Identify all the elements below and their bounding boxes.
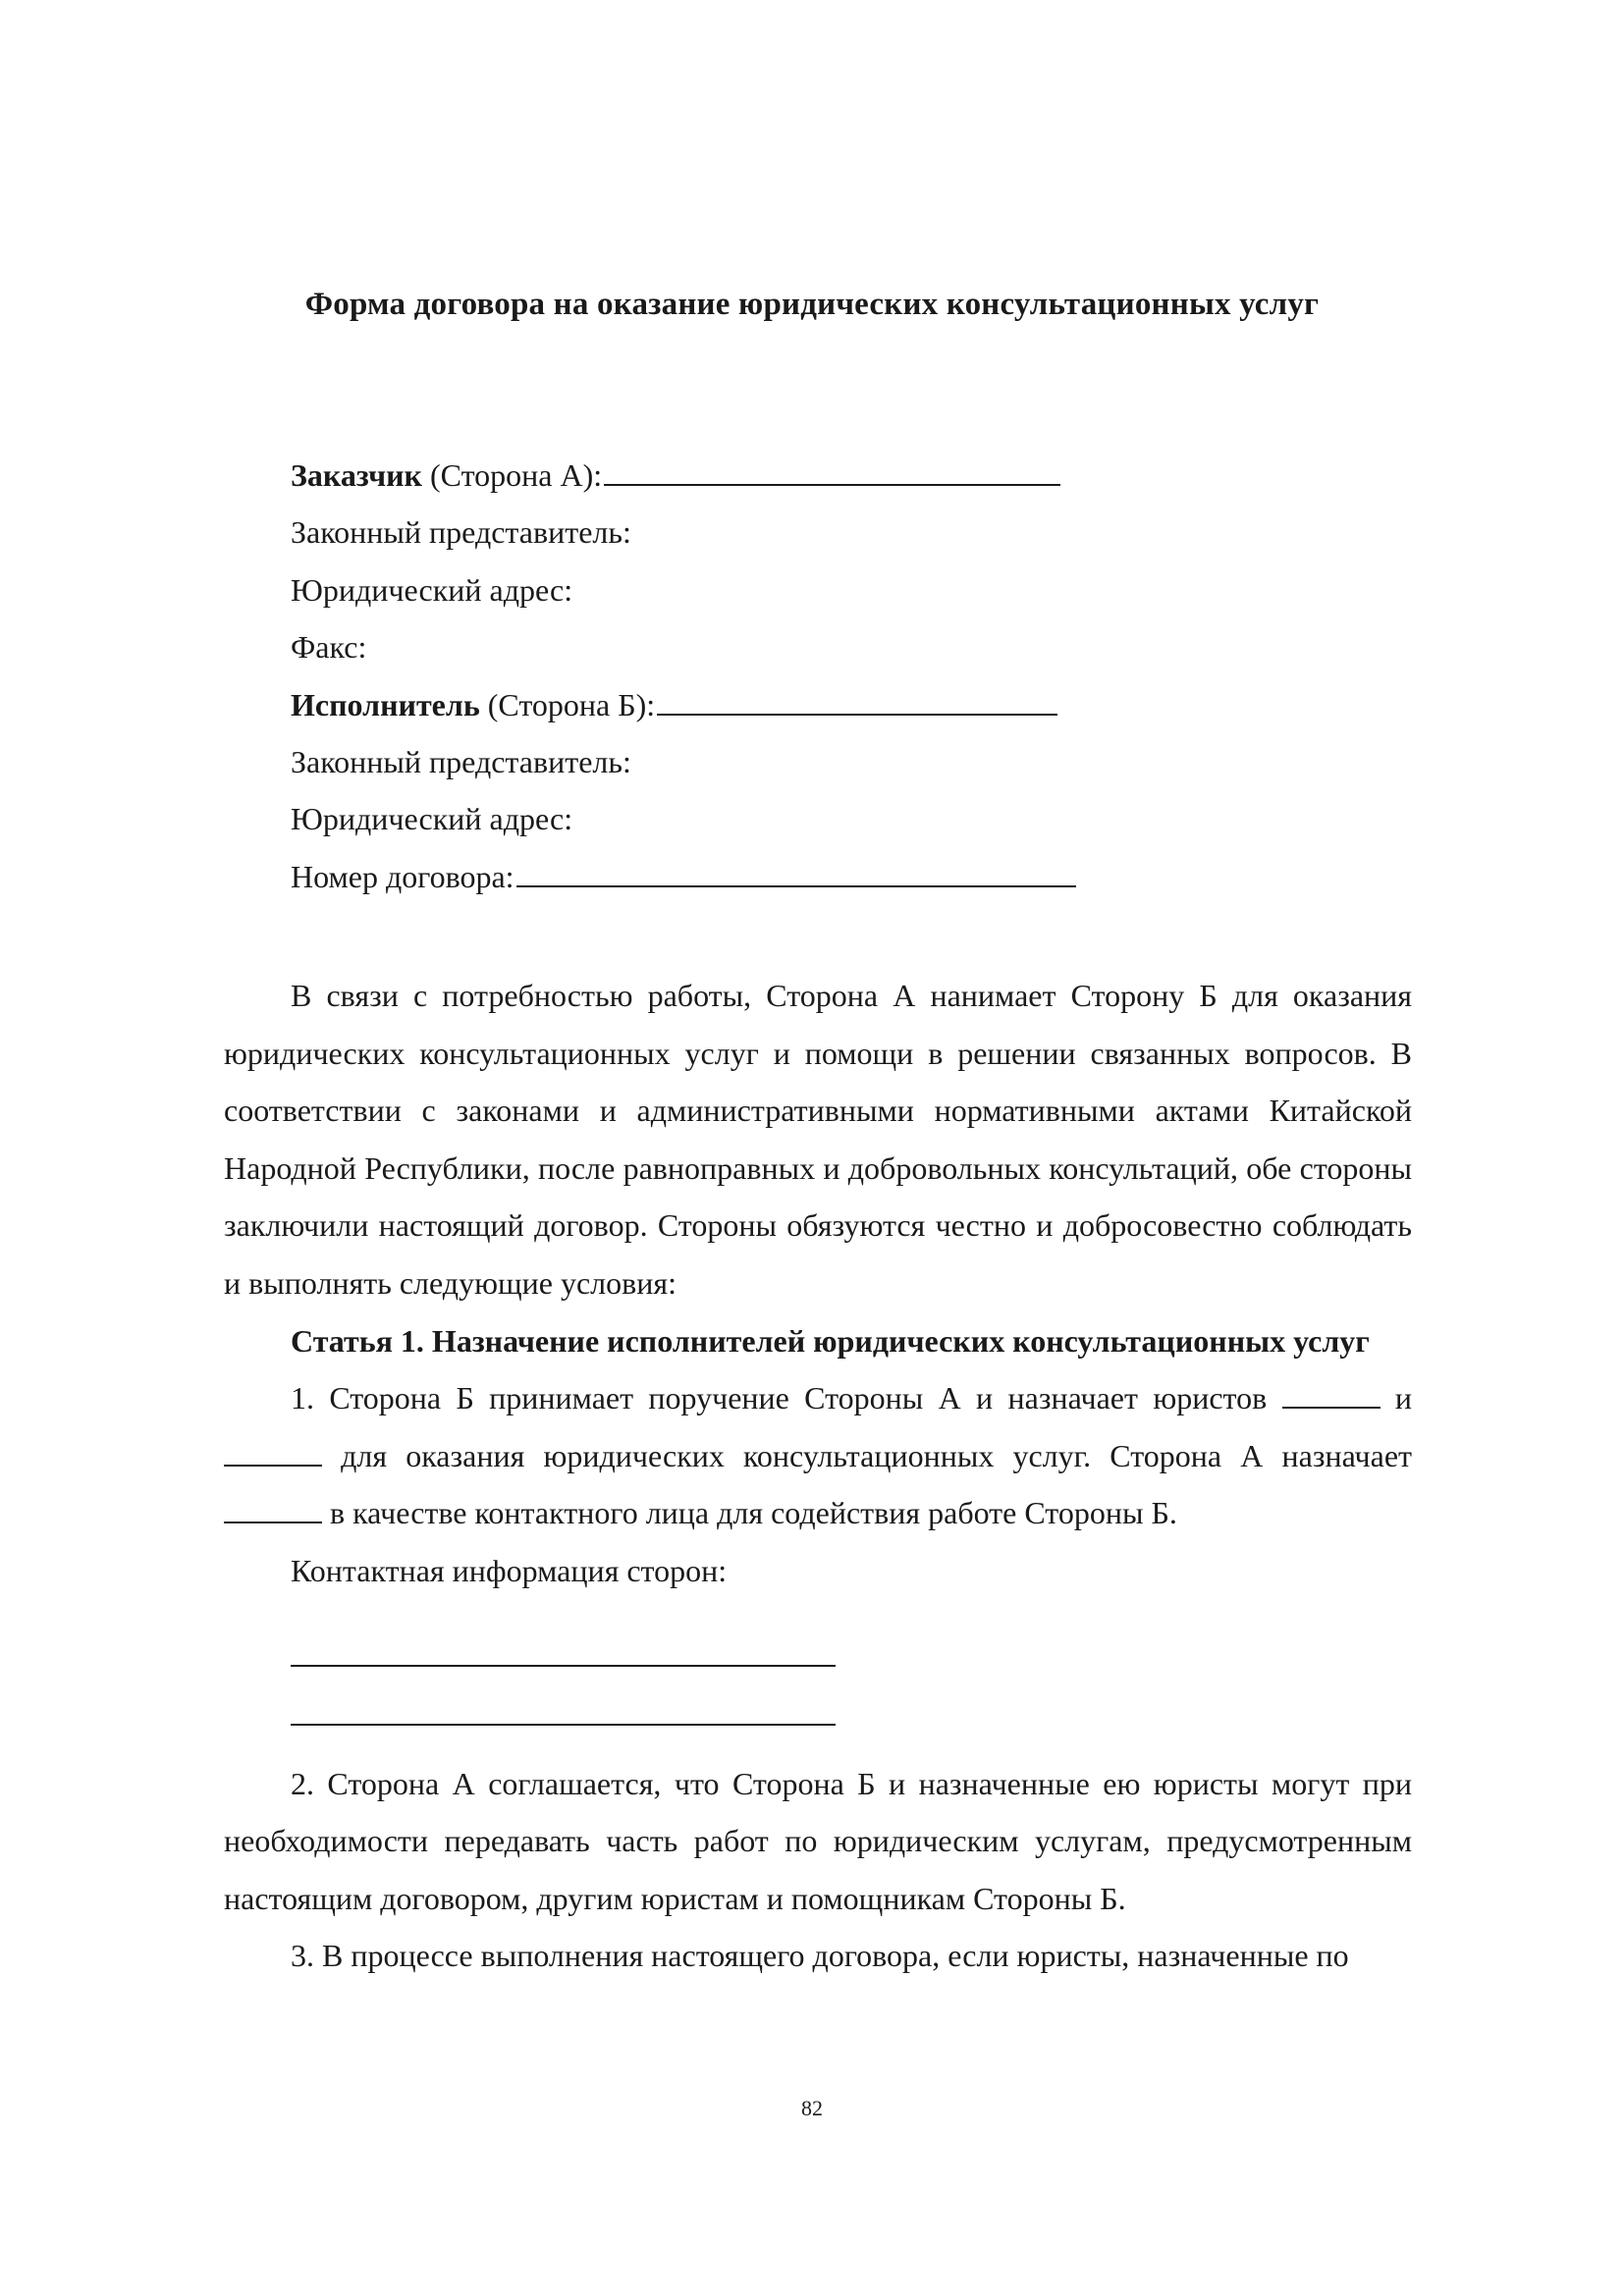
page-number: 82: [801, 2096, 823, 2120]
customer-row: [291, 447, 1272, 504]
customer-label: Заказчик: [291, 457, 422, 493]
item-1-text-b: и: [1380, 1380, 1413, 1416]
contact-line: [291, 1667, 836, 1726]
customer-representative: Законный представитель:: [291, 514, 631, 551]
item-2: 2. Сторона А соглашается, что Сторона Б и назначенные ею юристы могут при необходимости передавать часть работ по юридическим услугам, предусмотренным настоящим договором, другим юристам и помощникам Стороны Б.: [224, 1765, 1412, 1916]
contract-number-label: Номер договора:: [291, 858, 514, 894]
executor-label: Исполнитель: [291, 686, 480, 722]
contact-info-lines: [291, 1608, 1412, 1726]
executor-address: Юридический адрес:: [291, 801, 573, 837]
lawyer-2-blank: [224, 1435, 322, 1467]
executor-representative: Законный представитель:: [291, 743, 631, 779]
item-1-text-c: для оказания юридических консультационных услуг. Сторона А назначает: [322, 1437, 1412, 1473]
customer-fax: Факс:: [291, 629, 367, 666]
lawyer-1-blank: [1282, 1377, 1380, 1409]
executor-blank-line: [657, 680, 1057, 716]
item-1-text-d: в качестве контактного лица для содействия работе Стороны Б.: [322, 1495, 1177, 1531]
customer-blank-line: [604, 451, 1060, 486]
party-details: [291, 447, 1272, 905]
contract-body: [224, 967, 1412, 1985]
item-3: 3. В процессе выполнения настоящего договора, если юристы, назначенные по: [291, 1938, 1349, 1974]
customer-side-label: (Сторона А):: [421, 457, 603, 493]
executor-row: [291, 676, 1272, 733]
contact-info-label: Контактная информация сторон:: [291, 1552, 728, 1588]
article-1-heading: Статья 1. Назначение исполнителей юридических консультационных услуг: [291, 1322, 1370, 1359]
executor-side-label: (Сторона Б):: [479, 686, 656, 722]
document-title: Форма договора на оказание юридических консультационных услуг: [304, 287, 1320, 322]
customer-address: Юридический адрес:: [291, 571, 573, 608]
contact-person-blank: [224, 1492, 322, 1523]
contract-number-blank-line: [516, 852, 1076, 887]
contact-line: [291, 1608, 836, 1667]
contract-number-row: [291, 848, 1272, 905]
intro-paragraph: В связи с потребностью работы, Сторона А нанимает Сторону Б для оказания юридических консультационных услуг и помощи в решении связанных вопросов. В соответствии с законами и административными нормативными актами Китайской Народной Республики, после равноправных и добровольных консультаций, обе стороны заключили настоящий договор. Стороны обязуются честно и добросовестно соблюдать и выполнять следующие условия:: [224, 978, 1412, 1301]
item-1: [224, 1369, 1412, 1542]
item-1-text-a: 1. Сторона Б принимает поручение Стороны А и назначает юристов: [291, 1380, 1282, 1416]
